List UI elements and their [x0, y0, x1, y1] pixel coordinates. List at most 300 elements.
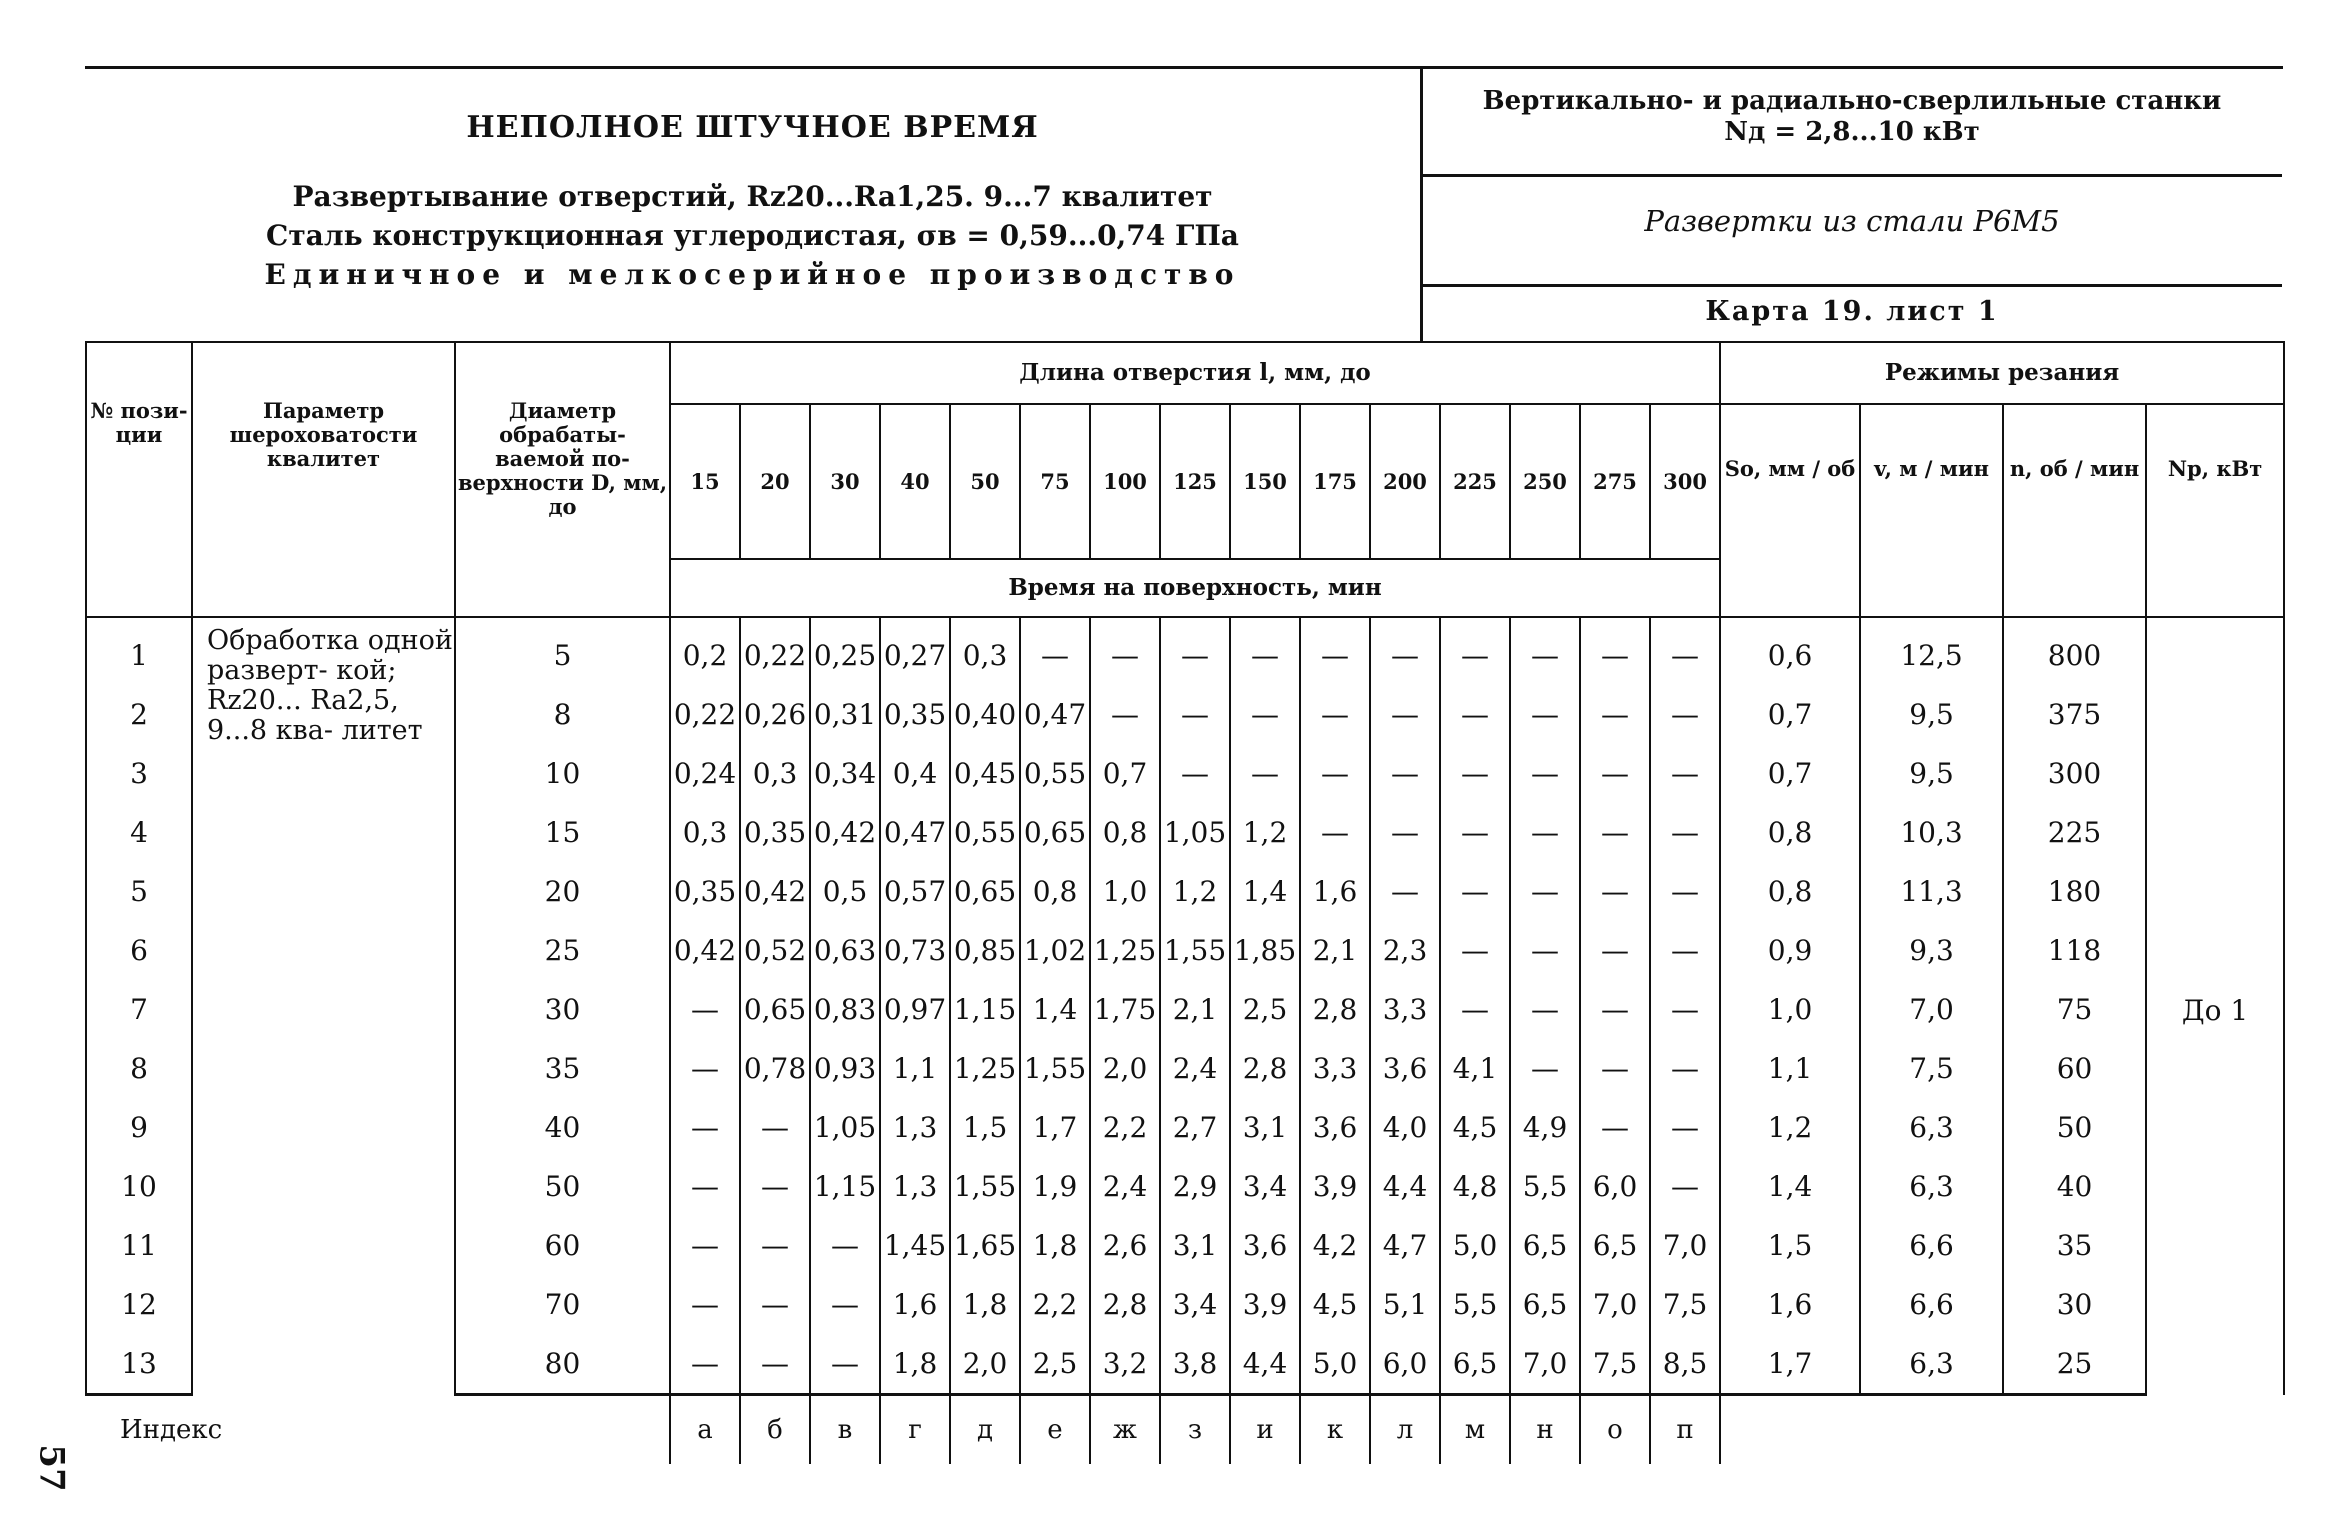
index-letter: л [1370, 1395, 1440, 1465]
time-cell: 1,85 [1230, 921, 1300, 980]
feed-cell: 1,4 [1720, 1157, 1860, 1216]
time-cell: — [670, 1157, 740, 1216]
index-label: Индекс [86, 1395, 670, 1465]
index-letter: н [1510, 1395, 1580, 1465]
speed-cell: 6,3 [1860, 1157, 2003, 1216]
time-cell: 0,3 [670, 803, 740, 862]
table-body [86, 617, 2284, 1464]
time-cell: 3,3 [1300, 1039, 1370, 1098]
time-cell: 0,5 [810, 862, 880, 921]
index-letter: е [1020, 1395, 1090, 1465]
index-letter: б [740, 1395, 810, 1465]
time-cell: 1,15 [950, 980, 1020, 1039]
time-cell: — [1650, 862, 1720, 921]
time-cell: 0,31 [810, 685, 880, 744]
time-cell: 2,0 [1090, 1039, 1160, 1098]
position-number: 6 [86, 921, 192, 980]
time-header: Время на поверхность, мин [670, 559, 1720, 617]
time-cell: — [1440, 980, 1510, 1039]
time-cell: — [1510, 744, 1580, 803]
diameter-cell: 30 [455, 980, 670, 1039]
header-right-rule-2 [1422, 284, 2282, 287]
time-cell: 0,47 [1020, 685, 1090, 744]
cutting-modes-header: Режимы резания [1720, 342, 2284, 404]
time-cell: 0,57 [880, 862, 950, 921]
time-cell: 1,55 [1020, 1039, 1090, 1098]
time-cell: — [1300, 617, 1370, 685]
time-cell: 1,3 [880, 1098, 950, 1157]
feed-cell: 0,9 [1720, 921, 1860, 980]
time-cell: 1,55 [950, 1157, 1020, 1216]
feed-cell: 0,8 [1720, 862, 1860, 921]
speed-cell: 6,6 [1860, 1216, 2003, 1275]
diameter-cell: 50 [455, 1157, 670, 1216]
time-cell: 1,65 [950, 1216, 1020, 1275]
time-cell: — [1510, 980, 1580, 1039]
time-cell: 4,5 [1440, 1098, 1510, 1157]
index-letter: з [1160, 1395, 1230, 1465]
time-cell: 0,8 [1020, 862, 1090, 921]
time-cell: 0,27 [880, 617, 950, 685]
rpm-cell: 50 [2003, 1098, 2146, 1157]
parameter-cell: Обработка одной разверт- кой; Rz20... Ra2,5, 9...8 ква- литет [192, 617, 455, 1395]
material-subtitle: Сталь конструкционная углеродистая, σв = 0,59...0,74 ГПа [266, 219, 1239, 252]
time-cell: 0,93 [810, 1039, 880, 1098]
time-cell: — [740, 1216, 810, 1275]
tool-material: Развертки из стали Р6М5 [1644, 204, 2060, 238]
time-cell: 2,2 [1090, 1098, 1160, 1157]
rpm-cell: 300 [2003, 744, 2146, 803]
operation-subtitle: Развертывание отверстий, Rz20...Ra1,25. 9...7 квалитет [292, 180, 1213, 213]
time-cell: 1,55 [1160, 921, 1230, 980]
time-cell: 2,1 [1300, 921, 1370, 980]
feed-cell: 1,1 [1720, 1039, 1860, 1098]
time-cell: 0,42 [670, 921, 740, 980]
position-number: 8 [86, 1039, 192, 1098]
time-cell: — [1580, 921, 1650, 980]
time-cell: — [1440, 744, 1510, 803]
speed-cell: 10,3 [1860, 803, 2003, 862]
speed-cell: 6,6 [1860, 1275, 2003, 1334]
length-col-header: 175 [1300, 404, 1370, 559]
time-cell: — [1650, 744, 1720, 803]
length-header: Длина отверстия l, мм, до [670, 342, 1720, 404]
time-cell: — [1370, 744, 1440, 803]
time-cell: 2,9 [1160, 1157, 1230, 1216]
position-number: 10 [86, 1157, 192, 1216]
col-header-speed: v, м / мин [1860, 404, 2003, 617]
time-cell: 1,7 [1020, 1098, 1090, 1157]
time-cell: 1,4 [1020, 980, 1090, 1039]
time-cell: 2,2 [1020, 1275, 1090, 1334]
feed-cell: 1,0 [1720, 980, 1860, 1039]
speed-cell: 9,5 [1860, 744, 2003, 803]
index-letter: п [1650, 1395, 1720, 1465]
diameter-cell: 20 [455, 862, 670, 921]
time-cell: — [670, 1216, 740, 1275]
time-cell: 1,25 [1090, 921, 1160, 980]
time-cell: 1,4 [1230, 862, 1300, 921]
time-cell: 2,5 [1020, 1334, 1090, 1395]
length-col-header: 15 [670, 404, 740, 559]
time-cell: — [810, 1216, 880, 1275]
time-cell: 1,45 [880, 1216, 950, 1275]
speed-cell: 12,5 [1860, 617, 2003, 685]
time-cell: 3,4 [1230, 1157, 1300, 1216]
time-cell: 4,9 [1510, 1098, 1580, 1157]
position-number: 1 [86, 617, 192, 685]
time-cell: 4,1 [1440, 1039, 1510, 1098]
time-cell: — [1510, 617, 1580, 685]
rpm-cell: 40 [2003, 1157, 2146, 1216]
time-cell: 4,8 [1440, 1157, 1510, 1216]
time-cell: 4,7 [1370, 1216, 1440, 1275]
time-cell: 1,75 [1090, 980, 1160, 1039]
time-cell: — [1580, 980, 1650, 1039]
time-cell: 0,25 [810, 617, 880, 685]
rpm-cell: 25 [2003, 1334, 2146, 1395]
position-number: 13 [86, 1334, 192, 1395]
diameter-cell: 80 [455, 1334, 670, 1395]
time-cell: — [1650, 980, 1720, 1039]
time-table [85, 341, 2285, 1464]
time-cell: — [1510, 1039, 1580, 1098]
index-letter: в [810, 1395, 880, 1465]
length-col-header: 125 [1160, 404, 1230, 559]
time-cell: 1,3 [880, 1157, 950, 1216]
time-cell: 0,85 [950, 921, 1020, 980]
time-cell: 0,35 [880, 685, 950, 744]
speed-cell: 6,3 [1860, 1334, 2003, 1395]
time-cell: — [740, 1334, 810, 1395]
time-cell: 1,2 [1160, 862, 1230, 921]
length-col-header: 150 [1230, 404, 1300, 559]
index-letter: а [670, 1395, 740, 1465]
time-cell: 4,4 [1370, 1157, 1440, 1216]
time-cell: 5,5 [1510, 1157, 1580, 1216]
time-cell: — [1580, 803, 1650, 862]
diameter-cell: 25 [455, 921, 670, 980]
index-letter: о [1580, 1395, 1650, 1465]
time-cell: 0,65 [950, 862, 1020, 921]
production-subtitle: Единичное и мелкосерийное производство [264, 258, 1241, 291]
time-cell: — [1650, 685, 1720, 744]
col-header-rpm: n, об / мин [2003, 404, 2146, 617]
time-cell: — [1370, 617, 1440, 685]
length-col-header: 250 [1510, 404, 1580, 559]
time-cell: 0,35 [670, 862, 740, 921]
time-cell: — [1580, 617, 1650, 685]
time-cell: — [810, 1334, 880, 1395]
time-cell: — [670, 1039, 740, 1098]
index-letter: м [1440, 1395, 1510, 1465]
feed-cell: 1,2 [1720, 1098, 1860, 1157]
time-cell: 5,0 [1300, 1334, 1370, 1395]
feed-cell: 0,8 [1720, 803, 1860, 862]
time-cell: 0,3 [950, 617, 1020, 685]
time-cell: — [1580, 744, 1650, 803]
time-cell: — [1160, 685, 1230, 744]
index-letter: д [950, 1395, 1020, 1465]
speed-cell: 9,5 [1860, 685, 2003, 744]
time-cell: — [810, 1275, 880, 1334]
time-cell: 2,8 [1230, 1039, 1300, 1098]
time-cell: 0,45 [950, 744, 1020, 803]
time-cell: 1,25 [950, 1039, 1020, 1098]
time-cell: — [1510, 803, 1580, 862]
time-cell: — [1580, 1098, 1650, 1157]
time-cell: — [1300, 685, 1370, 744]
speed-cell: 7,5 [1860, 1039, 2003, 1098]
time-cell: 3,9 [1230, 1275, 1300, 1334]
card-number: Карта 19. лист 1 [1705, 296, 1999, 327]
col-header-diameter: Диаметр обрабаты- ваемой по- верхности D, мм, до [455, 342, 670, 617]
diameter-cell: 35 [455, 1039, 670, 1098]
time-cell: — [1090, 617, 1160, 685]
position-number: 5 [86, 862, 192, 921]
time-cell: 0,65 [1020, 803, 1090, 862]
feed-cell: 0,7 [1720, 685, 1860, 744]
time-cell: 1,5 [950, 1098, 1020, 1157]
time-cell: — [1160, 744, 1230, 803]
time-cell: — [740, 1157, 810, 1216]
time-cell: 0,4 [880, 744, 950, 803]
time-cell: 0,65 [740, 980, 810, 1039]
page-title: НЕПОЛНОЕ ШТУЧНОЕ ВРЕМЯ [466, 110, 1039, 145]
time-cell: — [1440, 803, 1510, 862]
machine-line-1: Вертикально- и радиально-сверлильные станки [1482, 86, 2222, 116]
time-cell: 1,6 [1300, 862, 1370, 921]
time-cell: 2,8 [1300, 980, 1370, 1039]
speed-cell: 11,3 [1860, 862, 2003, 921]
time-cell: — [670, 980, 740, 1039]
index-row [86, 1395, 2284, 1465]
time-cell: 1,05 [1160, 803, 1230, 862]
time-cell: — [1370, 685, 1440, 744]
col-header-number: № пози- ции [86, 342, 192, 617]
time-cell: 0,42 [740, 862, 810, 921]
time-cell: 2,1 [1160, 980, 1230, 1039]
time-cell: — [1580, 685, 1650, 744]
time-cell: 8,5 [1650, 1334, 1720, 1395]
time-cell: 6,5 [1440, 1334, 1510, 1395]
feed-cell: 1,7 [1720, 1334, 1860, 1395]
index-letter: г [880, 1395, 950, 1465]
time-cell: 7,5 [1650, 1275, 1720, 1334]
time-cell: — [1580, 862, 1650, 921]
time-cell: 3,9 [1300, 1157, 1370, 1216]
time-cell: 1,8 [950, 1275, 1020, 1334]
position-number: 9 [86, 1098, 192, 1157]
diameter-cell: 15 [455, 803, 670, 862]
speed-cell: 6,3 [1860, 1098, 2003, 1157]
rpm-cell: 60 [2003, 1039, 2146, 1098]
position-number: 7 [86, 980, 192, 1039]
feed-cell: 1,5 [1720, 1216, 1860, 1275]
rpm-cell: 35 [2003, 1216, 2146, 1275]
diameter-cell: 8 [455, 685, 670, 744]
time-cell: — [670, 1334, 740, 1395]
time-cell: 0,83 [810, 980, 880, 1039]
time-cell: 0,7 [1090, 744, 1160, 803]
header-right [1422, 68, 2282, 340]
position-number: 4 [86, 803, 192, 862]
time-cell: 0,35 [740, 803, 810, 862]
time-cell: 0,40 [950, 685, 1020, 744]
time-cell: — [1230, 617, 1300, 685]
time-cell: 3,6 [1230, 1216, 1300, 1275]
diameter-cell: 60 [455, 1216, 670, 1275]
diameter-cell: 70 [455, 1275, 670, 1334]
time-cell: — [1440, 685, 1510, 744]
time-cell: 4,0 [1370, 1098, 1440, 1157]
time-cell: 3,4 [1160, 1275, 1230, 1334]
machine-type [1422, 86, 2282, 148]
time-cell: 0,73 [880, 921, 950, 980]
time-cell: 5,5 [1440, 1275, 1510, 1334]
time-cell: 1,8 [1020, 1216, 1090, 1275]
position-number: 12 [86, 1275, 192, 1334]
rpm-cell: 75 [2003, 980, 2146, 1039]
rpm-cell: 180 [2003, 862, 2146, 921]
time-cell: 0,63 [810, 921, 880, 980]
time-cell: 0,78 [740, 1039, 810, 1098]
time-cell: — [1510, 685, 1580, 744]
time-cell: — [1440, 617, 1510, 685]
header-right-rule-1 [1422, 174, 2282, 177]
time-cell: 0,55 [1020, 744, 1090, 803]
table-row [86, 617, 2284, 685]
time-cell: 1,0 [1090, 862, 1160, 921]
length-col-header: 40 [880, 404, 950, 559]
time-cell: 0,55 [950, 803, 1020, 862]
index-letter: ж [1090, 1395, 1160, 1465]
time-cell: 3,8 [1160, 1334, 1230, 1395]
time-cell: — [1160, 617, 1230, 685]
time-cell: 6,5 [1510, 1275, 1580, 1334]
time-cell: 3,6 [1300, 1098, 1370, 1157]
time-cell: — [1370, 862, 1440, 921]
time-cell: — [1510, 921, 1580, 980]
time-cell: 6,5 [1580, 1216, 1650, 1275]
index-blank [1720, 1395, 2284, 1465]
time-cell: — [1440, 921, 1510, 980]
length-col-header: 225 [1440, 404, 1510, 559]
time-cell: 7,0 [1650, 1216, 1720, 1275]
length-col-header: 30 [810, 404, 880, 559]
diameter-cell: 10 [455, 744, 670, 803]
time-cell: — [1230, 744, 1300, 803]
time-cell: 2,8 [1090, 1275, 1160, 1334]
time-cell: 0,97 [880, 980, 950, 1039]
feed-cell: 1,6 [1720, 1275, 1860, 1334]
time-cell: 0,52 [740, 921, 810, 980]
position-number: 2 [86, 685, 192, 744]
time-cell: 0,42 [810, 803, 880, 862]
time-cell: 2,3 [1370, 921, 1440, 980]
feed-cell: 0,6 [1720, 617, 1860, 685]
time-cell: 6,5 [1510, 1216, 1580, 1275]
time-cell: — [1650, 921, 1720, 980]
time-cell: — [740, 1098, 810, 1157]
index-letter: и [1230, 1395, 1300, 1465]
time-cell: 2,5 [1230, 980, 1300, 1039]
time-cell: 3,6 [1370, 1039, 1440, 1098]
time-cell: — [1650, 803, 1720, 862]
time-cell: 1,02 [1020, 921, 1090, 980]
time-cell: 0,22 [670, 685, 740, 744]
time-cell: 6,0 [1580, 1157, 1650, 1216]
header-left [85, 68, 1420, 340]
time-cell: 2,6 [1090, 1216, 1160, 1275]
time-cell: 1,9 [1020, 1157, 1090, 1216]
machine-line-2: Nд = 2,8...10 кВт [1724, 117, 1980, 147]
time-cell: — [1580, 1039, 1650, 1098]
col-header-feed: Sо, мм / об [1720, 404, 1860, 617]
time-cell: 7,5 [1580, 1334, 1650, 1395]
diameter-cell: 5 [455, 617, 670, 685]
time-cell: 1,6 [880, 1275, 950, 1334]
power-cell: До 1 [2146, 617, 2284, 1395]
rpm-cell: 225 [2003, 803, 2146, 862]
time-cell: 7,0 [1510, 1334, 1580, 1395]
length-col-header: 100 [1090, 404, 1160, 559]
time-cell: 3,2 [1090, 1334, 1160, 1395]
time-cell: 5,1 [1370, 1275, 1440, 1334]
time-cell: 1,1 [880, 1039, 950, 1098]
time-cell: 4,2 [1300, 1216, 1370, 1275]
speed-cell: 7,0 [1860, 980, 2003, 1039]
time-cell: 0,2 [670, 617, 740, 685]
time-cell: — [670, 1098, 740, 1157]
time-cell: 0,3 [740, 744, 810, 803]
time-cell: 1,15 [810, 1157, 880, 1216]
time-cell: — [1020, 617, 1090, 685]
time-cell: 6,0 [1370, 1334, 1440, 1395]
time-cell: 0,34 [810, 744, 880, 803]
time-cell: — [1650, 1098, 1720, 1157]
time-cell: 0,24 [670, 744, 740, 803]
length-col-header: 275 [1580, 404, 1650, 559]
time-cell: 1,8 [880, 1334, 950, 1395]
time-cell: — [1370, 803, 1440, 862]
diameter-cell: 40 [455, 1098, 670, 1157]
time-cell: — [740, 1275, 810, 1334]
time-cell: 3,1 [1160, 1216, 1230, 1275]
time-cell: 1,2 [1230, 803, 1300, 862]
time-cell: — [1090, 685, 1160, 744]
time-cell: 2,4 [1160, 1039, 1230, 1098]
time-cell: 3,1 [1230, 1098, 1300, 1157]
length-col-header: 20 [740, 404, 810, 559]
time-cell: 0,26 [740, 685, 810, 744]
time-cell: — [1650, 617, 1720, 685]
col-header-parameter: Параметр шероховатости квалитет [192, 342, 455, 617]
rpm-cell: 30 [2003, 1275, 2146, 1334]
time-cell: 0,47 [880, 803, 950, 862]
time-cell: 2,0 [950, 1334, 1020, 1395]
time-cell: — [1230, 685, 1300, 744]
position-number: 3 [86, 744, 192, 803]
col-header-power: Nр, кВт [2146, 404, 2284, 617]
time-cell: 0,22 [740, 617, 810, 685]
rpm-cell: 800 [2003, 617, 2146, 685]
time-cell: — [1300, 744, 1370, 803]
time-cell: — [1440, 862, 1510, 921]
index-letter: к [1300, 1395, 1370, 1465]
feed-cell: 0,7 [1720, 744, 1860, 803]
time-cell: — [1300, 803, 1370, 862]
